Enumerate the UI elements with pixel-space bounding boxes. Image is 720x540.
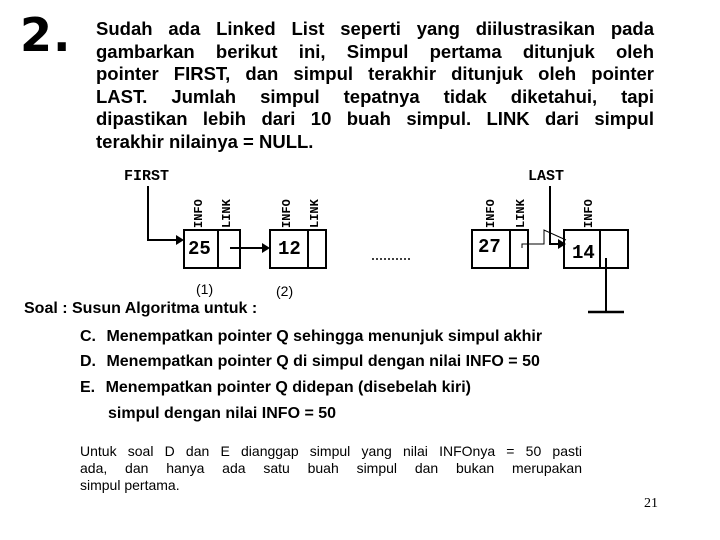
node-2-caption: (2) (276, 283, 294, 299)
soal-heading: Soal : Susun Algoritma untuk : (24, 300, 258, 317)
node-4-info-label: INFO (582, 199, 596, 228)
note-text (80, 443, 582, 494)
node-4-value: 14 (572, 242, 595, 264)
question-line: gambarkan berikut ini, Simpul pertama ditunjuk oleh (96, 40, 654, 62)
last-label: LAST (528, 168, 565, 185)
soal-item-text: Menempatkan pointer Q didepan (disebelah kiri) (105, 379, 471, 396)
question-line: pointer FIRST, dan simpul terakhir ditunjuk oleh pointer (96, 63, 654, 84)
first-label: FIRST (124, 168, 170, 185)
node-1-value: 25 (188, 238, 211, 260)
node-2-info-label: INFO (280, 199, 294, 228)
node-3-link-label: LINK (514, 199, 528, 228)
soal-item-text: Menempatkan pointer Q di simpul dengan nilai INFO = 50 (106, 353, 540, 370)
node-2-link-label: LINK (308, 199, 322, 228)
note-line: Untuk soal D dan E dianggap simpul yang nilai INFOnya = 50 pasti (80, 443, 582, 459)
soal-item-text: Menempatkan pointer Q sehingga menunjuk simpul akhir (106, 328, 543, 345)
node-1-info-label: INFO (192, 199, 206, 228)
note-line: ada, dan hanya ada satu buah simpul dan bukan merupakan (80, 460, 582, 476)
link-1-arrowhead (262, 243, 270, 253)
note-line: simpul pertama. (80, 477, 180, 493)
node-1-link-label: LINK (220, 199, 234, 228)
question-line: terakhir nilainya = NULL. (96, 130, 314, 152)
first-pointer-arrowhead (176, 235, 184, 245)
question-line: LAST. Jumlah simpul tepatnya tidak diketahui, tapi (96, 85, 654, 107)
soal-item-d (80, 353, 540, 371)
soal-item-c (80, 328, 542, 346)
question-line: Sudah ada Linked List seperti yang diilustrasikan pada (96, 18, 654, 39)
soal-item-letter: E. (80, 379, 96, 396)
first-pointer-arrow (148, 188, 176, 240)
question-line: dipastikan lebih dari 10 buah simpul. LINK dari simpul (96, 108, 654, 129)
soal-item-e-continuation: simpul dengan nilai INFO = 50 (108, 405, 337, 422)
node-3-value: 27 (478, 236, 501, 258)
page-number: 21 (644, 496, 658, 511)
soal-item-letter: D. (80, 353, 96, 370)
question-number: 2. (20, 8, 72, 62)
soal-item-e (80, 379, 471, 397)
soal-item-letter: C. (80, 328, 96, 345)
node-2-value: 12 (278, 238, 301, 260)
node-1-caption: (1) (196, 281, 214, 297)
node-3-info-label: INFO (484, 199, 498, 228)
